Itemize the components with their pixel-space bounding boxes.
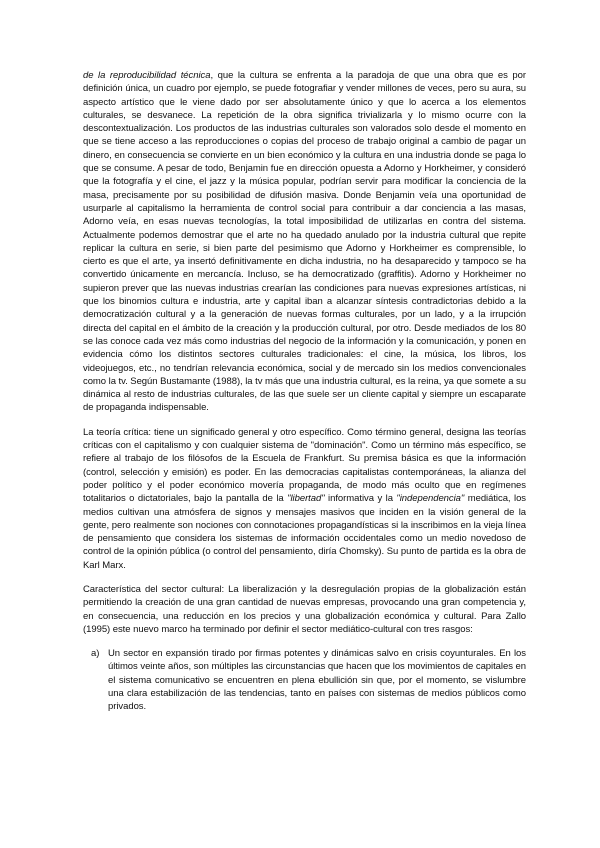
text-segment: informativa y la (324, 493, 397, 505)
text-segment: , que la cultura se enfrenta a la paradoja de que una obra que es por definición única, un cuadro por ejemplo, se puede fotografiar y vender millones de veces, pero su aura, su aspecto artístico que le viene dado por ser absolutamente único y que lo acerca a los elementos culturales, se desvanece. La repetición de la obra significa trivializarla y lo mismo ocurre con la descontextualización. Los productos de las industrias culturales son valorados solo desde el momento en que se tiene acceso a las reproducciones o copias del proceso de trabajo original a cambio de pagar un dinero, en consecuencia se convierte en un bien económico y la cultura en una industria donde se paga lo que se consume. A pesar de todo, Benjamin fue en dirección opuesta a Adorno y Horkheimer, y consideró que la fotografía y el cine, el jazz y la música popular, podrían servir para modificar la conciencia de la masa, precisamente por su posibilidad de difusión masiva. Donde Benjamin veía una oportunidad de usurparle al capitalismo la herramienta de control social para contribuir a dar conciencia a las masas, Adorno veía, en esas nuevas tecnologías, la total imposibilidad de utilizarlas en contra del sistema. Actualmente podemos demostrar que el arte no ha quedado anulado por la industria cultural que repite replicar la cultura en serie, si bien parte del pesimismo que Adorno y Horkheimer es comprensible, lo cierto es que el arte, ya insertó definitivamente en dicha industria, no ha desaparecido y tampoco se ha convertido únicamente en mercancía. Incluso, se ha democratizado (graffitis). Adorno y Horkheimer no supieron prever que las nuevas industrias crearían las condiciones para nuevas expresiones artísticas, ni que los binomios cultura e industria, arte y capital iban a alcanzar síntesis contradictorias debido a la democratización cultural y a la generación de nuevas formas culturales, por un lado, y a la irrupción directa del capital en el ámbito de la creación y la producción cultural, por otro. Desde mediados de los 80 se las conoce cada vez más como industrias del negocio de la información y la comunicación, y ponen en evidencia cómo los distintos sectores culturales tradicionales: el cine, la música, los libros, los videojuegos, etc., no tendrían relevancia económica, social y de mercado sin los medios convencionales como la tv. Según Bustamante (1988), la tv más que una industria cultural, es la reina, ya que somete a su dinámica al resto de industrias culturales, de las que suele ser un cliente capital y siempre un escaparate de propaganda indispensable. (83, 70, 526, 414)
text-segment: La teoría crítica: tiene un significado general y otro específico. Como término general, designa las teorías críticas con el capitalismo y con cualquier sistema de "dominación". Como un término más específico, se refiere al trabajo de los filósofos de la Escuela de Frankfurt. Su premisa básica es que la información (control, selección y emisión) es poder. En las democracias capitalistas contemporáneas, la alianza del poder político y el poder económico movería propaganda, de modo más oculto que en regímenes totalitarios o dictatoriales, bajo la pantalla de la (83, 426, 526, 505)
text-segment: mediática, los medios cultivan una atmósfera de signos y mensajes masivos que inciden en la visión general de la gente, pero realmente son nociones con connotaciones propagandísticas si la inscribimos en la vieja línea de pensamiento que considera los sistemas de información occidentales como un medio novedoso de control de la opinión pública (o control del pensamiento, diría Chomsky). Su punto de partida es la obra de Karl Marx. (83, 493, 526, 571)
paragraph-3 (83, 583, 526, 636)
text-segment: Característica del sector cultural: La liberalización y la desregulación propias de la globalización están permitiendo la creación de una gran cantidad de nuevas empresas, provocando una gran competencia y, en consecuencia, una reducción en los precios y una globalización económica y cultural. Para Zallo (1995) este nuevo marco ha terminado por definir el sector mediático-cultural con tres rasgos: (83, 583, 526, 635)
list-item-marker: a) (91, 648, 100, 660)
italic-text-segment: "libertad" (287, 493, 325, 505)
document-body (83, 69, 526, 714)
italic-text-segment: "independencia" (396, 493, 465, 505)
list-item (83, 647, 526, 713)
bullet-list (83, 647, 526, 713)
list-item-text: Un sector en expansión tirado por firmas potentes y dinámicas salvo en crisis coyunturales. En los últimos veinte años, son múltiples las circunstancias que hacen que los movimientos de capitales en el sistema comunicativo se encuentren en plena ebullición sin que, por el momento, se vislumbre una clara estabilización de las tendencias, tanto en países con sistemas de medios públicos como privados. (108, 648, 526, 713)
paragraph-2 (83, 426, 526, 572)
paragraphs (83, 69, 526, 636)
paragraph-1 (83, 69, 526, 415)
italic-text-segment: de la reproducibilidad técnica (83, 70, 211, 81)
